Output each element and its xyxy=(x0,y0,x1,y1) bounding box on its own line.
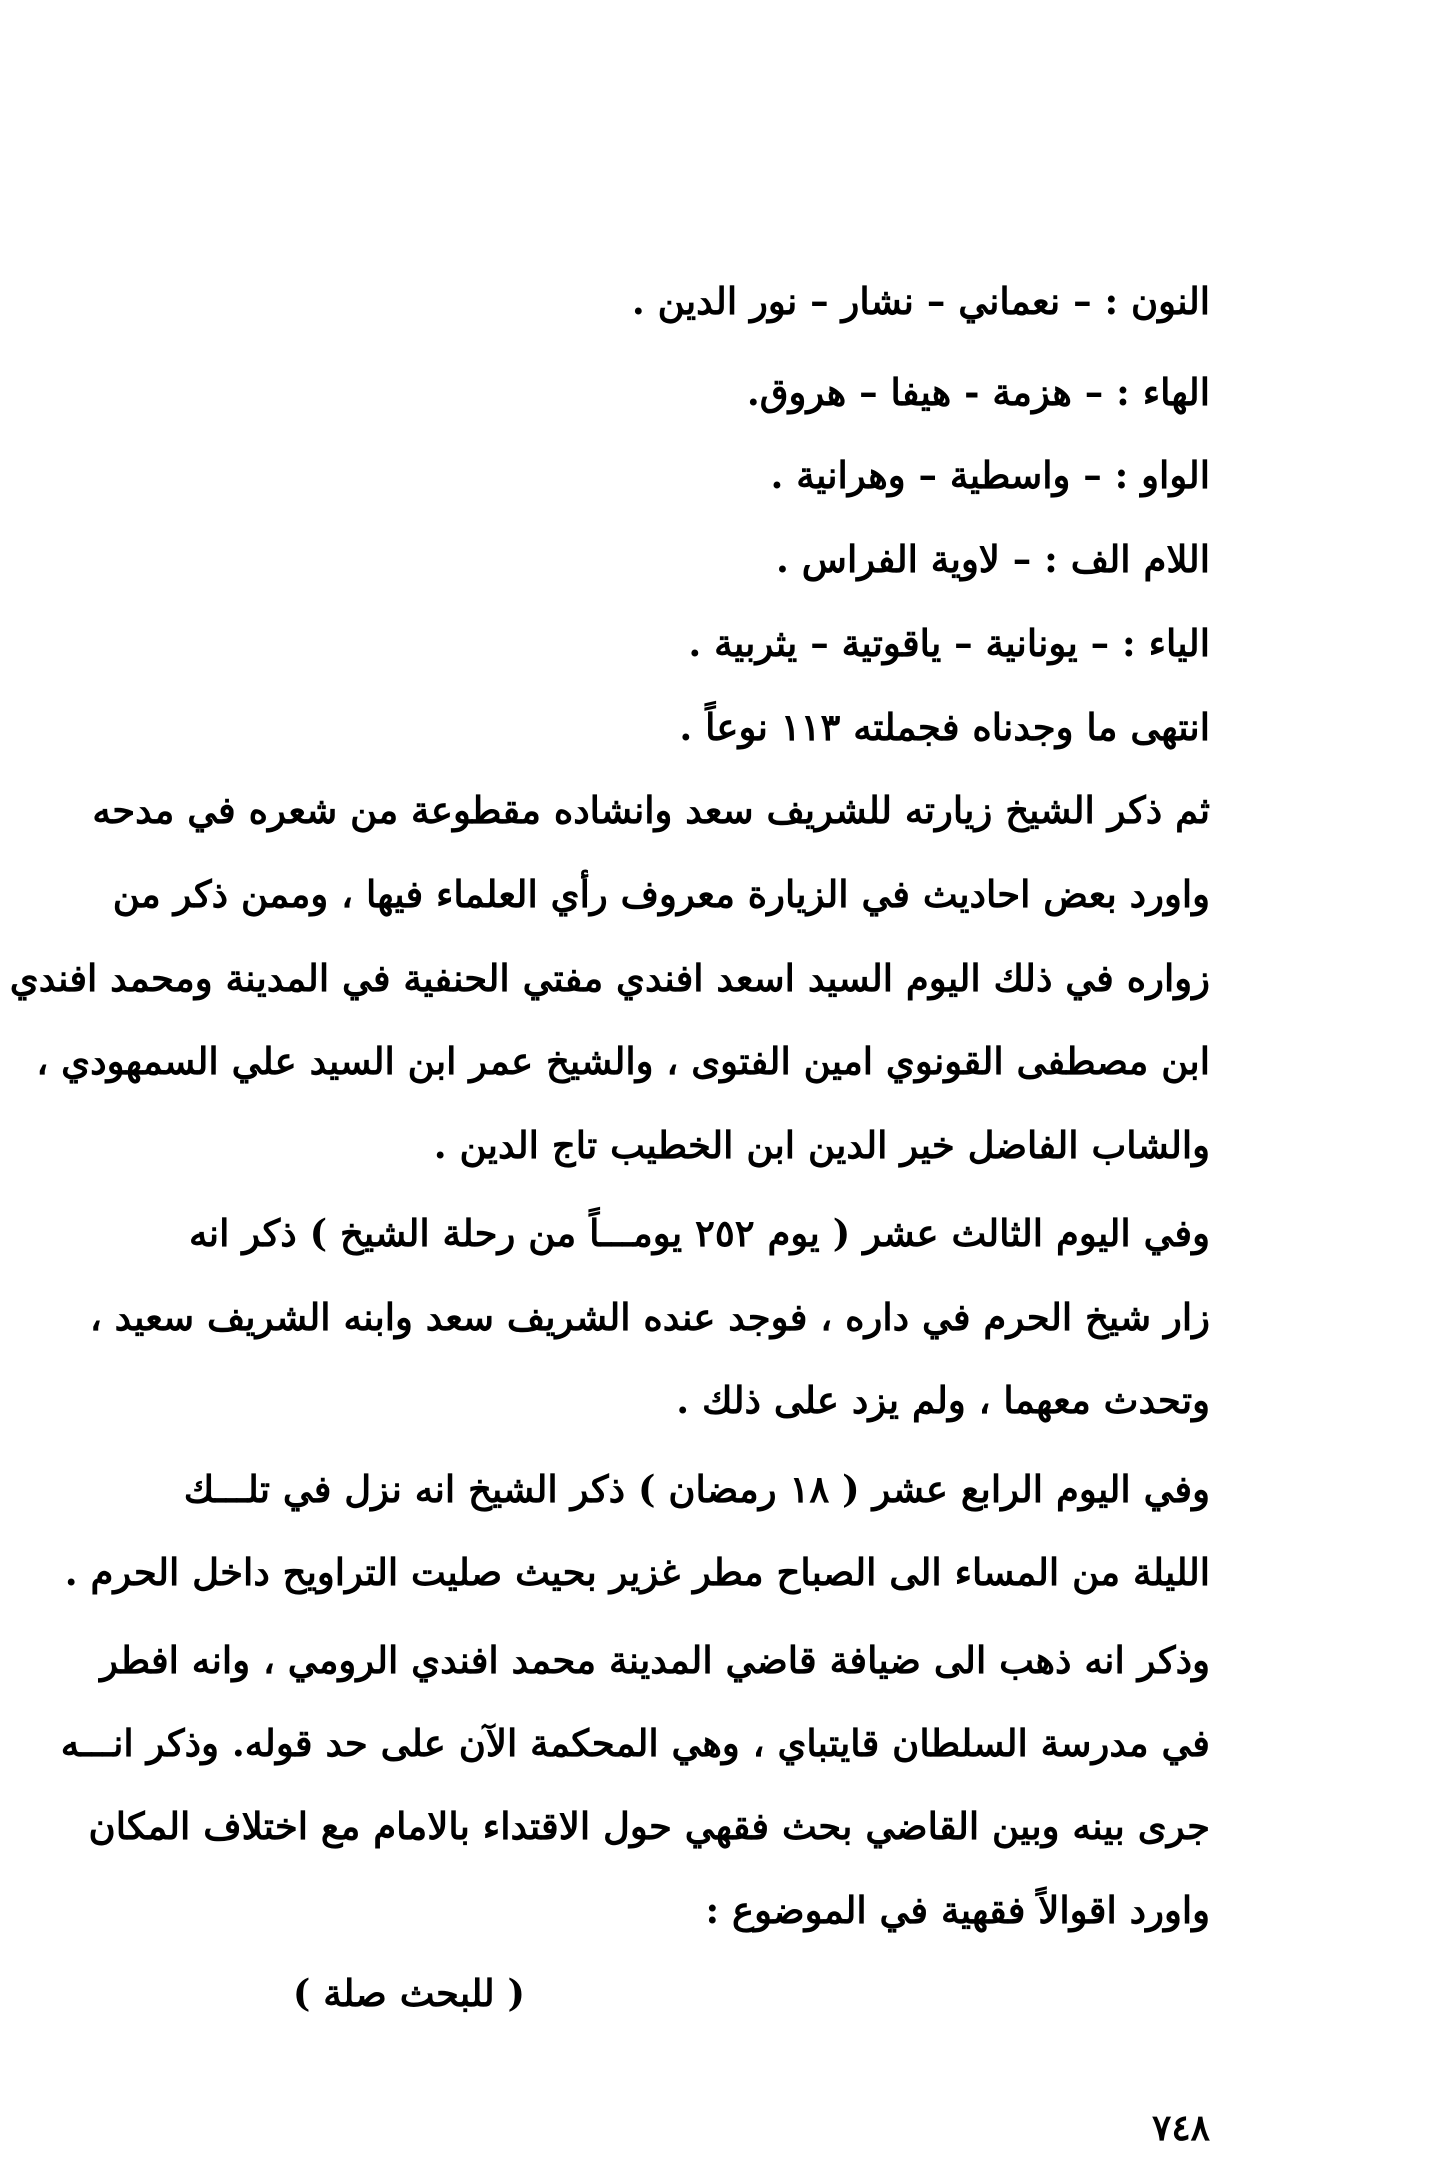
list-item-waw: الواو : – واسطية – وهرانية . xyxy=(770,453,1210,497)
paragraph-4-line-1: وذكر انه ذهب الى ضيافة قاضي المدينة محمد افندي الرومي ، وانه افطر xyxy=(100,1638,1210,1682)
paragraph-4-line-2: في مدرسة السلطان قايتباي ، وهي المحكمة الآن على حد قوله. وذكر انـــه xyxy=(60,1721,1210,1765)
paragraph-1-line-2: واورد بعض احاديث في الزيارة معروف رأي العلماء فيها ، وممن ذكر من xyxy=(112,872,1210,916)
paragraph-2-line-3: وتحدث معهما ، ولم يزد على ذلك . xyxy=(676,1378,1210,1422)
list-item-ha: الهاء : – هزمة - هيفا – هروق. xyxy=(746,370,1210,414)
paragraph-1-line-1: ثم ذكر الشيخ زيارته للشريف سعد وانشاده مقطوعة من شعره في مدحه xyxy=(92,788,1210,832)
paragraph-1-line-4: ابن مصطفى القونوي امين الفتوى ، والشيخ عمر ابن السيد علي السمهودي ، xyxy=(36,1039,1210,1083)
paragraph-4-line-3: جرى بينه وبين القاضي بحث فقهي حول الاقتداء بالامام مع اختلاف المكان xyxy=(88,1804,1210,1848)
list-summary-line: انتهى ما وجدناه فجملته ١١٣ نوعاً . xyxy=(679,705,1210,749)
paragraph-1-line-3: زواره في ذلك اليوم السيد اسعد افندي مفتي الحنفية في المدينة ومحمد افندي xyxy=(9,956,1210,1000)
paragraph-3-line-1: وفي اليوم الرابع عشر ( ١٨ رمضان ) ذكر الشيخ انه نزل في تلـــك xyxy=(183,1467,1210,1511)
page-number: ٧٤٨ xyxy=(1151,2107,1210,2149)
paragraph-1-line-5: والشاب الفاضل خير الدين ابن الخطيب تاج الدين . xyxy=(433,1123,1210,1167)
paragraph-2-line-1: وفي اليوم الثالث عشر ( يوم ٢٥٢ يومـــاً من رحلة الشيخ ) ذكر انه xyxy=(188,1211,1210,1255)
to-be-continued-note: ( للبحث صلة ) xyxy=(292,1971,525,2015)
list-item-ya: الياء : – يونانية – ياقوتية – يثربية . xyxy=(688,621,1210,665)
paragraph-4-line-4: واورد اقوالاً فقهية في الموضوع : xyxy=(705,1888,1210,1932)
paragraph-2-line-2: زار شيخ الحرم في داره ، فوجد عنده الشريف سعد وابنه الشريف سعيد ، xyxy=(89,1295,1210,1339)
list-item-nun: النون : – نعماني – نشار – نور الدين . xyxy=(631,279,1210,323)
list-item-lam-alif: اللام الف : – لاوية الفراس . xyxy=(776,537,1210,581)
paragraph-3-line-2: الليلة من المساء الى الصباح مطر غزير بحيث صليت التراويح داخل الحرم . xyxy=(64,1550,1210,1594)
